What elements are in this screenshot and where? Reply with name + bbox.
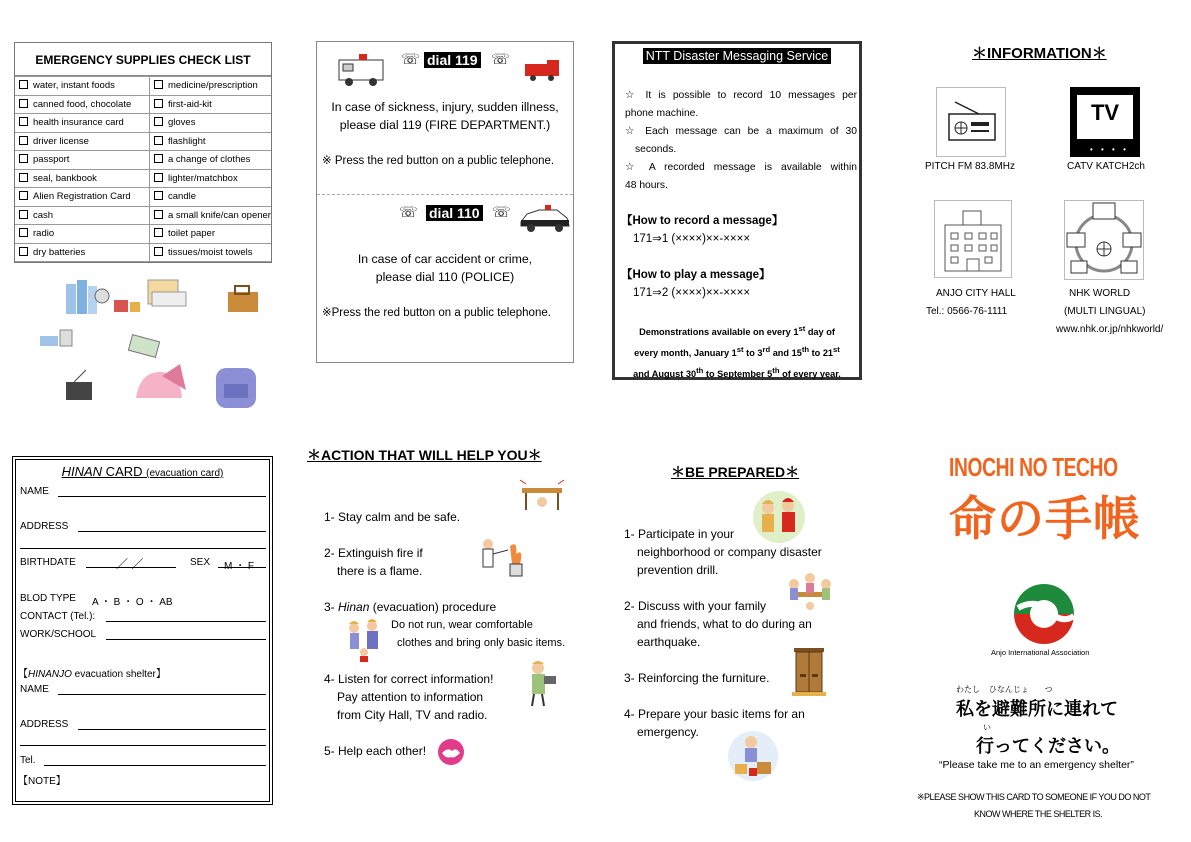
address-field-2[interactable] — [20, 548, 266, 549]
address-field[interactable] — [78, 531, 266, 532]
contact-label: CONTACT (Tel.): — [20, 611, 96, 622]
city-hall-frame — [934, 200, 1012, 278]
action-2b: there is a flame. — [337, 564, 423, 578]
food-box-icon — [148, 280, 186, 306]
dial-110-note: ※Press the red button on a public telephone. — [322, 307, 551, 319]
shelter-heading-rest: evacuation shelter】 — [71, 669, 166, 680]
supplies-checklist — [14, 42, 272, 263]
action-2a: 2- Extinguish fire if — [324, 546, 423, 560]
nhk-label: NHK WORLD — [1069, 288, 1131, 299]
ntt-messaging-panel — [612, 41, 862, 380]
checkbox[interactable] — [154, 154, 163, 163]
checkbox[interactable] — [19, 154, 28, 163]
radio-icon — [937, 88, 1005, 156]
ntt-bullet-3a: ☆ A recorded message is available within — [625, 162, 857, 173]
checklist-item[interactable] — [15, 169, 150, 188]
checklist-item-label: Alien Registration Card — [33, 191, 131, 203]
shelter-heading — [18, 665, 166, 680]
checklist-item-label: medicine/prescription — [168, 80, 258, 92]
sex-label: SEX — [190, 557, 211, 568]
demo-line-2c: and 15 — [770, 348, 802, 359]
sup-th: th — [772, 366, 780, 376]
checklist-item[interactable] — [15, 95, 150, 114]
ntt-bullet-2b: seconds. — [635, 144, 677, 155]
backpack-icon — [216, 368, 256, 408]
shelter-name-field[interactable] — [58, 694, 266, 695]
checklist-row — [15, 206, 271, 225]
money-icon — [128, 335, 159, 358]
checkbox[interactable] — [154, 191, 163, 200]
action-3c: Do not run, wear comfortable — [391, 619, 533, 631]
checklist-table — [15, 76, 271, 262]
checkbox[interactable] — [19, 80, 28, 89]
ntt-play-value: 171⇒2 (××××)××-×××× — [633, 287, 751, 299]
shelter-bracket: 【 — [18, 669, 28, 680]
tel-field[interactable] — [44, 765, 266, 766]
city-hall-label: ANJO CITY HALL — [936, 288, 1016, 299]
checklist-item[interactable] — [15, 151, 150, 170]
demo-line-1b: day of — [805, 327, 835, 338]
checklist-item-label: flashlight — [168, 135, 206, 147]
demo-line-2: every month, January 1 — [634, 348, 737, 359]
checklist-row — [15, 114, 271, 133]
action-4c: from City Hall, TV and radio. — [337, 708, 488, 722]
shelter-italic: HINANJO — [28, 669, 72, 680]
action-4b: Pay attention to information — [337, 690, 484, 704]
demo-line-2b: to 3 — [743, 348, 763, 359]
action-3-num: 3- — [324, 600, 339, 614]
ntt-demo-note — [615, 320, 859, 383]
emergency-dial-panel — [316, 41, 574, 363]
birthdate-field[interactable]: ／ ／ — [116, 557, 144, 571]
checkbox[interactable] — [19, 99, 28, 108]
checklist-item-label: seal, bankbook — [33, 172, 97, 184]
telephone-icon: ☏ — [492, 204, 511, 221]
first-aid-kit-icon — [228, 286, 258, 312]
checkbox[interactable] — [154, 80, 163, 89]
family-discussion-icon — [784, 566, 836, 614]
prepare-2b: and friends, what to do during an — [637, 617, 812, 631]
action-1: 1- Stay calm and be safe. — [324, 510, 461, 524]
ntt-bullet-1b: phone machine. — [625, 108, 699, 119]
checklist-item-label: canned food, chocolate — [33, 98, 132, 110]
earthquake-table-icon — [518, 474, 568, 514]
checklist-item[interactable] — [15, 188, 150, 207]
prepare-2a: 2- Discuss with your family — [624, 599, 767, 613]
checklist-item[interactable] — [150, 114, 272, 133]
hinan-title-italic: HINAN — [61, 464, 103, 479]
checklist-row — [15, 169, 271, 188]
supplies-illustration — [30, 272, 280, 412]
ntt-bullet-2a: ☆ Each message can be a maximum of 30 — [625, 126, 857, 137]
checklist-item-label: lighter/matchbox — [168, 172, 238, 184]
ntt-bullet-1a: ☆ It is possible to record 10 messages per — [625, 90, 857, 101]
listening-radio-icon — [520, 658, 560, 708]
checklist-item[interactable] — [150, 151, 272, 170]
checklist-item[interactable] — [15, 77, 150, 96]
demo-line-3: and August 30 — [633, 369, 697, 380]
hinan-title-sub: (evacuation card) — [146, 468, 224, 479]
dial-divider — [317, 194, 573, 195]
checklist-item[interactable] — [150, 132, 272, 151]
checklist-item-label: tissues/moist towels — [168, 246, 253, 258]
action-3 — [324, 598, 496, 616]
checklist-item-label: gloves — [168, 117, 196, 129]
checklist-item-label: passport — [33, 154, 70, 166]
checklist-item[interactable] — [150, 169, 272, 188]
checkbox[interactable] — [154, 247, 163, 256]
furniture-icon — [788, 646, 830, 700]
dial-110-label: dial 110 — [426, 205, 483, 221]
checklist-item-label: cash — [33, 209, 54, 221]
checklist-item[interactable] — [150, 206, 272, 225]
hinan-title — [16, 464, 269, 479]
checklist-row — [15, 243, 271, 262]
checkbox[interactable] — [19, 117, 28, 126]
info-title: ＊INFORMATION＊ — [972, 45, 1107, 62]
prepare-2c: earthquake. — [637, 635, 701, 649]
radio-icon — [66, 370, 92, 400]
ntt-play-heading: 【How to play a message】 — [621, 269, 771, 281]
checklist-item-label: driver license — [33, 135, 89, 147]
prepare-1a: 1- Participate in your — [624, 527, 735, 541]
tel-label: Tel. — [20, 755, 36, 766]
checklist-item-label: a change of clothes — [168, 154, 251, 166]
address-label: ADDRESS — [20, 521, 69, 532]
demo-line-1: Demonstrations available on every 1 — [639, 327, 799, 338]
city-hall-tel: Tel.: 0566-76-1111 — [926, 306, 1008, 317]
medicine-icon — [40, 330, 72, 346]
checklist-item[interactable] — [150, 95, 272, 114]
checklist-item[interactable] — [15, 132, 150, 151]
cover-note-1: ※PLEASE SHOW THIS CARD TO SOMEONE IF YOU DO NOT — [917, 792, 1151, 802]
prepare-4b: emergency. — [637, 725, 699, 739]
police-car-icon — [517, 200, 573, 234]
dial-119-label: dial 119 — [424, 52, 481, 68]
checkbox[interactable] — [19, 173, 28, 182]
checkbox[interactable] — [154, 173, 163, 182]
checkbox[interactable] — [154, 210, 163, 219]
association-name: Anjo International Association — [991, 648, 1090, 657]
checklist-row — [15, 77, 271, 96]
prepare-3: 3- Reinforcing the furniture. — [624, 671, 770, 685]
checkbox[interactable] — [19, 210, 28, 219]
hinan-title-card: CARD — [102, 464, 147, 479]
sup-st: st — [833, 345, 840, 355]
note-label: 【NOTE】 — [18, 776, 66, 787]
prepare-1b: neighborhood or company disaster — [637, 545, 822, 559]
nhk-sub: (MULTI LINGUAL) — [1064, 306, 1146, 317]
ntt-record-value: 171⇒1 (××××)××-×××× — [633, 233, 751, 245]
checklist-item-label: dry batteries — [33, 246, 86, 258]
checkbox[interactable] — [19, 228, 28, 237]
checkbox[interactable] — [19, 191, 28, 200]
nhk-frame — [1064, 200, 1144, 280]
telephone-icon: ☏ — [399, 204, 418, 221]
shelter-address-field-2[interactable] — [20, 745, 266, 746]
dial-119-text-2: please dial 119 (FIRE DEPARTMENT.) — [339, 118, 551, 132]
checklist-item-label: water, instant foods — [33, 80, 115, 92]
cover-note-2: KNOW WHERE THE SHELTER IS. — [974, 809, 1103, 819]
telephone-icon: ☏ — [491, 51, 510, 68]
handshake-icon — [436, 737, 466, 767]
birthdate-line — [86, 567, 176, 568]
checklist-row — [15, 225, 271, 244]
nhk-url[interactable]: www.nhk.or.jp/nhkworld/ — [1056, 324, 1164, 335]
checkbox[interactable] — [154, 117, 163, 126]
work-label: WORK/SCHOOL — [20, 629, 97, 640]
action-4a: 4- Listen for correct information! — [324, 672, 494, 686]
blood-type-label: BLOD TYPE — [20, 593, 76, 604]
basic-items-icon — [727, 728, 779, 782]
water-bottles-icon — [66, 280, 140, 314]
shelter-address-field[interactable] — [78, 729, 266, 730]
checklist-row — [15, 95, 271, 114]
telephone-icon: ☏ — [401, 51, 420, 68]
tv-icon: TV — [1077, 95, 1133, 139]
action-title: ＊ACTION THAT WILL HELP YOU＊ — [307, 447, 542, 463]
checklist-item[interactable] — [15, 114, 150, 133]
tv-frame: TV • • • • — [1070, 87, 1140, 157]
checkbox[interactable] — [19, 136, 28, 145]
computer-network-icon — [1065, 201, 1143, 279]
contact-field[interactable] — [106, 621, 266, 622]
cover-english: “Please take me to an emergency shelter” — [939, 759, 1134, 771]
checklist-item-label: radio — [33, 228, 55, 240]
checklist-item-label: health insurance card — [33, 117, 124, 129]
sex-line — [218, 567, 266, 568]
demo-line-3c: of every year. — [779, 369, 841, 380]
demo-line-2d: to 21 — [809, 348, 834, 359]
checklist-item-label: candle — [168, 191, 196, 203]
sup-th: th — [696, 366, 704, 376]
checklist-item[interactable] — [15, 225, 150, 244]
checklist-item-label: toilet paper — [168, 228, 216, 240]
action-3-rest: (evacuation) procedure — [369, 600, 497, 614]
checkbox[interactable] — [154, 228, 163, 237]
drill-people-icon — [750, 490, 808, 544]
prepare-1c: prevention drill. — [637, 563, 719, 577]
demo-line-3b: to September 5 — [703, 369, 773, 380]
ntt-title: NTT Disaster Messaging Service — [643, 48, 831, 64]
sup-st: st — [736, 345, 744, 355]
blood-type-field[interactable]: A ・ B ・ O ・ AB — [92, 597, 173, 608]
checklist-item[interactable] — [15, 243, 150, 262]
checklist-item[interactable] — [150, 77, 272, 96]
name-field[interactable] — [58, 496, 266, 497]
extinguish-fire-icon — [474, 536, 530, 578]
cover-title: INOCHI NO TECHO — [949, 452, 1118, 482]
ntt-record-heading: 【How to record a message】 — [621, 215, 784, 227]
cover-jp-line-1: 私を避難所に連れて — [956, 699, 1118, 719]
checklist-item-label: first-aid-kit — [168, 98, 212, 110]
checkbox[interactable] — [154, 99, 163, 108]
name-label: NAME — [20, 486, 49, 497]
checklist-row — [15, 132, 271, 151]
sup-st: st — [798, 324, 806, 333]
checklist-item[interactable] — [150, 188, 272, 207]
prepare-title: ＊BE PREPARED＊ — [671, 464, 800, 480]
ntt-bullet-3b: 48 hours. — [625, 180, 668, 191]
sup-rd: rd — [762, 345, 771, 355]
furigana-1: わたし ひなんじょ つ — [956, 685, 1053, 694]
association-logo — [1010, 580, 1078, 646]
action-3-italic: Hinan — [338, 600, 370, 614]
prepare-4a: 4- Prepare your basic items for an — [624, 707, 805, 721]
shelter-name-label: NAME — [20, 684, 49, 695]
hinan-card — [12, 456, 273, 805]
checkbox[interactable] — [19, 247, 28, 256]
dial-119-note: ※ Press the red button on a public telephone. — [322, 155, 555, 167]
helmet-icon — [136, 364, 186, 398]
city-hall-icon — [935, 201, 1011, 277]
ambulance-icon — [337, 52, 387, 86]
catv-label: CATV KATCH2ch — [1067, 161, 1145, 172]
checklist-item-label: a small knife/can opener — [168, 209, 271, 221]
sex-field[interactable]: M ・ F — [224, 561, 254, 572]
birthdate-label: BIRTHDATE — [20, 557, 76, 568]
checklist-title: EMERGENCY SUPPLIES CHECK LIST — [15, 43, 271, 76]
dial-110-text-1: In case of car accident or crime, — [357, 252, 533, 266]
checklist-item[interactable] — [150, 225, 272, 244]
furigana-2: い — [983, 723, 991, 732]
checklist-item[interactable] — [15, 206, 150, 225]
cover-jp-title: 命の手帳 — [949, 492, 1141, 545]
radio-label: PITCH FM 83.8MHz — [925, 161, 1016, 172]
radio-frame — [936, 87, 1006, 157]
sup-th: th — [801, 345, 810, 355]
fire-truck-icon — [523, 58, 563, 82]
cover-jp-line-2: 行ってください。 — [976, 736, 1120, 756]
checkbox[interactable] — [154, 136, 163, 145]
checklist-row — [15, 151, 271, 170]
dial-119-text-1: In case of sickness, injury, sudden illness, — [331, 100, 559, 114]
action-3d: clothes and bring only basic items. — [397, 637, 566, 649]
evacuation-people-icon — [342, 618, 388, 662]
action-5: 5- Help each other! — [324, 744, 427, 758]
checklist-item[interactable] — [150, 243, 272, 262]
dial-110-text-2: please dial 110 (POLICE) — [375, 270, 515, 284]
shelter-address-label: ADDRESS — [20, 719, 69, 730]
checklist-row — [15, 188, 271, 207]
work-field[interactable] — [106, 639, 266, 640]
